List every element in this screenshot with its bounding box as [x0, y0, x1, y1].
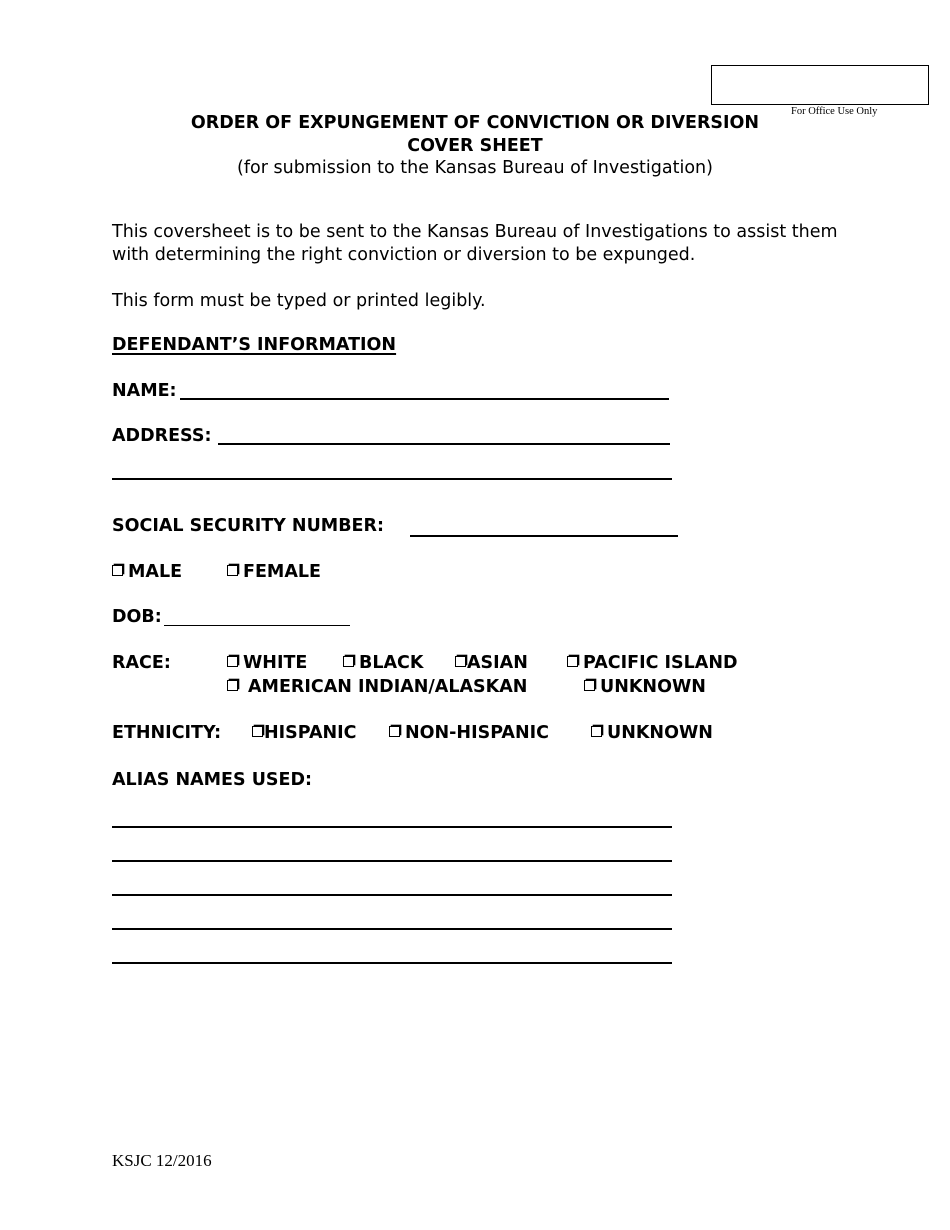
female-option-label: FEMALE — [243, 562, 321, 582]
race-black-checkbox[interactable] — [343, 653, 423, 673]
race-option-label: WHITE — [243, 653, 308, 673]
checkbox-icon — [567, 656, 578, 667]
alias-names-label: ALIAS NAMES USED: — [112, 770, 312, 790]
alias-field-line[interactable] — [112, 894, 672, 896]
form-id-footer: KSJC 12/2016 — [112, 1151, 212, 1170]
male-option-label: MALE — [128, 562, 183, 582]
office-use-label: For Office Use Only — [791, 106, 878, 117]
race-option-label: PACIFIC ISLAND — [583, 653, 738, 673]
checkbox-icon — [227, 565, 238, 576]
ethnicity-option-label: UNKNOWN — [607, 723, 713, 743]
race-option-label: BLACK — [359, 653, 424, 673]
checkbox-icon — [112, 565, 123, 576]
dob-field[interactable] — [164, 625, 350, 626]
form-subtitle: (for submission to the Kansas Bureau of Investigation) — [237, 158, 713, 178]
dob-label: DOB: — [112, 607, 162, 627]
office-use-box — [711, 65, 929, 105]
ssn-field[interactable] — [410, 535, 678, 537]
address-field-line1[interactable] — [218, 443, 670, 445]
race-option-label: UNKNOWN — [600, 677, 706, 697]
checkbox-icon — [343, 656, 354, 667]
checkbox-icon — [584, 680, 595, 691]
race-pacific-island-checkbox[interactable] — [567, 653, 738, 673]
checkbox-icon — [227, 656, 238, 667]
female-checkbox[interactable] — [227, 562, 321, 582]
checkbox-icon — [591, 726, 602, 737]
instruction-text: This form must be typed or printed legibly. — [112, 291, 486, 311]
ethnicity-non-hispanic-checkbox[interactable] — [389, 723, 549, 743]
race-label: RACE: — [112, 653, 171, 673]
race-asian-checkbox[interactable] — [455, 653, 528, 673]
alias-field-line[interactable] — [112, 928, 672, 930]
address-field-line2[interactable] — [112, 478, 672, 480]
race-white-checkbox[interactable] — [227, 653, 307, 673]
male-checkbox[interactable] — [112, 562, 182, 582]
section-heading-defendant: DEFENDANT’S INFORMATION — [112, 335, 397, 355]
race-option-label: ASIAN — [467, 653, 528, 673]
alias-field-line[interactable] — [112, 860, 672, 862]
ethnicity-label: ETHNICITY: — [112, 723, 222, 743]
checkbox-icon — [455, 656, 466, 667]
alias-field-line[interactable] — [112, 962, 672, 964]
address-label: ADDRESS: — [112, 426, 212, 446]
ethnicity-option-label: NON-HISPANIC — [405, 723, 549, 743]
form-title-line1: ORDER OF EXPUNGEMENT OF CONVICTION OR DIVERSION — [190, 113, 760, 133]
race-unknown-checkbox[interactable] — [584, 677, 706, 697]
checkbox-icon — [227, 680, 238, 691]
race-option-label: AMERICAN INDIAN/ALASKAN — [248, 677, 528, 697]
ethnicity-hispanic-checkbox[interactable] — [252, 723, 357, 743]
alias-field-line[interactable] — [112, 826, 672, 828]
intro-paragraph: This coversheet is to be sent to the Kansas Bureau of Investigations to assist them with determining the right conviction or diversion to be expunged. — [112, 222, 838, 265]
form-title-line2: COVER SHEET — [407, 136, 543, 156]
ssn-label: SOCIAL SECURITY NUMBER: — [112, 516, 384, 536]
ethnicity-unknown-checkbox[interactable] — [591, 723, 713, 743]
checkbox-icon — [389, 726, 400, 737]
name-label: NAME: — [112, 381, 177, 401]
race-american-indian-checkbox[interactable] — [227, 677, 527, 697]
ethnicity-option-label: HISPANIC — [264, 723, 357, 743]
name-field[interactable] — [180, 398, 669, 400]
checkbox-icon — [252, 726, 263, 737]
